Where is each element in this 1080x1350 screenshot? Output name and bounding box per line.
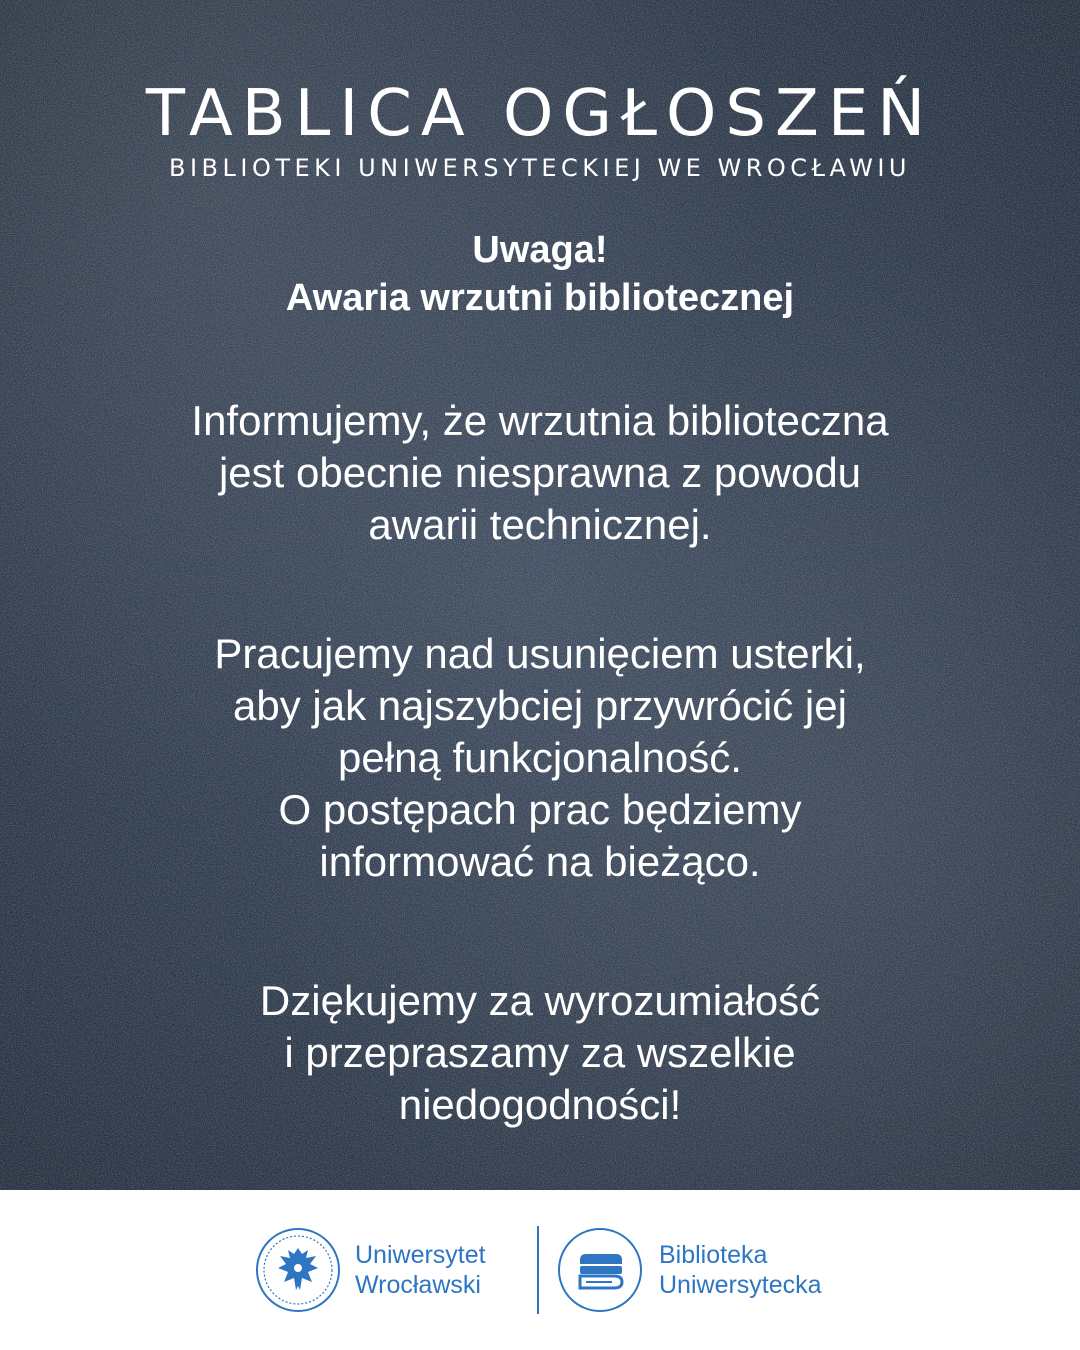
notice-paragraph-1 (60, 395, 1020, 551)
paragraph-line: niedogodności! (398, 1081, 682, 1128)
library-name (659, 1240, 822, 1300)
paragraph-line: pełną funkcjonalność. (338, 734, 742, 781)
board-subtitle: BIBLIOTEKI UNIWERSYTECKIEJ WE WROCŁAWIU (169, 154, 911, 182)
board-title: TABLICA OGŁOSZEŃ (145, 77, 935, 151)
notice-paragraph-2 (60, 628, 1020, 888)
headline-line: Awaria wrzutni bibliotecznej (285, 277, 795, 319)
university-name (355, 1240, 486, 1300)
university-name-line: Uniwersytet (355, 1241, 486, 1269)
university-name-line: Wrocławski (355, 1271, 481, 1299)
notice-paragraph-3 (60, 975, 1020, 1131)
headline-line: Uwaga! (472, 229, 608, 271)
paragraph-line: Dziękujemy za wyrozumiałość (259, 977, 821, 1024)
paragraph-line: informować na bieżąco. (319, 838, 761, 885)
paragraph-line: aby jak najszybciej przywrócić jej (233, 682, 847, 729)
paragraph-line: O postępach prac będziemy (278, 786, 802, 833)
logo-divider (537, 1226, 539, 1314)
paragraph-line: i przepraszamy za wszelkie (284, 1029, 796, 1076)
library-name-line: Uniwersytecka (659, 1271, 822, 1299)
notice-headline (0, 226, 1080, 322)
paragraph-line: awarii technicznej. (368, 501, 712, 548)
footer-logos (0, 1190, 1080, 1350)
paragraph-line: jest obecnie niesprawna z powodu (218, 449, 862, 496)
book-stack-icon (558, 1228, 642, 1312)
library-name-line: Biblioteka (659, 1241, 768, 1269)
paragraph-line: Informujemy, że wrzutnia biblioteczna (191, 397, 889, 444)
eagle-emblem-icon (256, 1228, 340, 1312)
paragraph-line: Pracujemy nad usunięciem usterki, (214, 630, 866, 677)
